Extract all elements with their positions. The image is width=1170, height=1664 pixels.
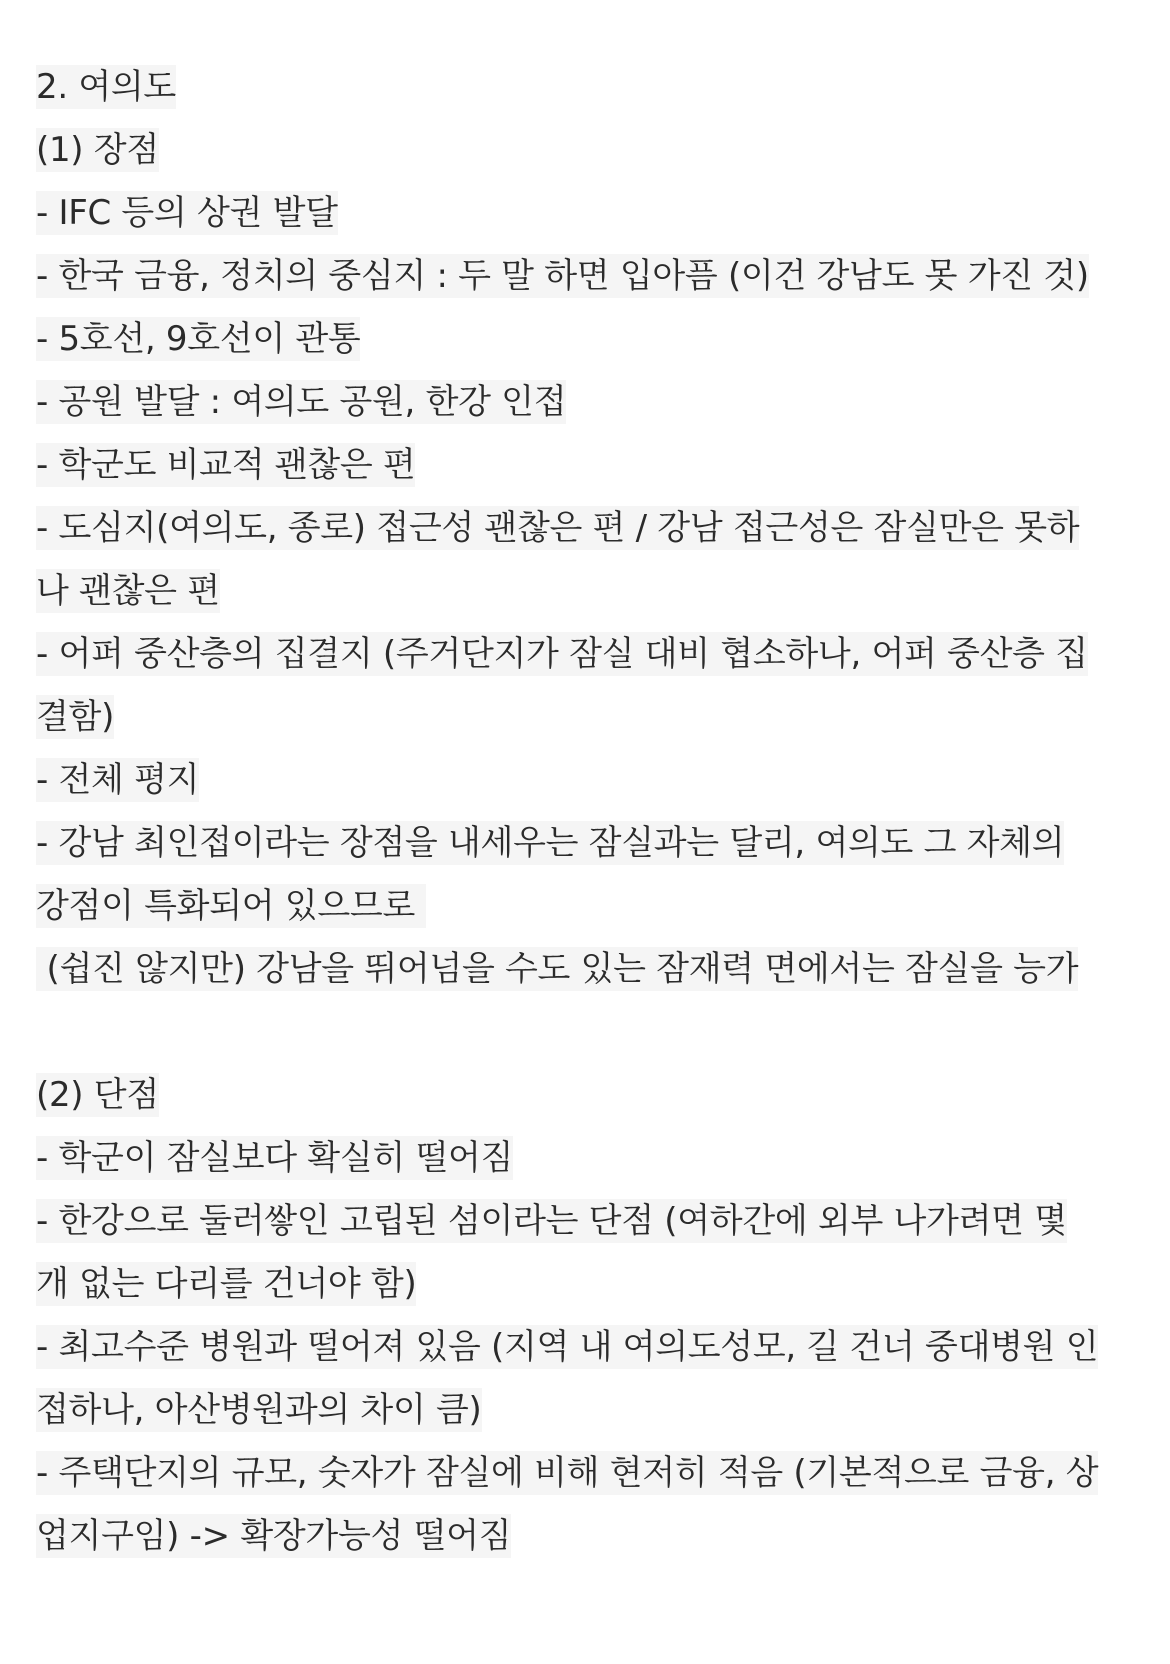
pros-line-text: - 학군도 비교적 괜찮은 편	[36, 445, 416, 485]
pros-line-text: 결함)	[36, 697, 115, 737]
cons-line	[36, 1320, 1136, 1383]
cons-line-text: - 주택단지의 규모, 숫자가 잠실에 비해 현저히 적음 (기본적으로 금융, 상	[36, 1453, 1099, 1493]
cons-line	[36, 1131, 1136, 1194]
cons-line	[36, 1383, 1136, 1446]
pros-line-text: - 공원 발달 : 여의도 공원, 한강 인접	[36, 382, 567, 422]
pros-line	[36, 438, 1136, 501]
pros-line	[36, 690, 1136, 753]
cons-line-text: - 한강으로 둘러쌓인 고립된 섬이라는 단점 (여하간에 외부 나가려면 몇	[36, 1201, 1067, 1241]
pros-line-text: - 강남 최인접이라는 장점을 내세우는 잠실과는 달리, 여의도 그 자체의	[36, 823, 1065, 863]
pros-heading: (1) 장점	[36, 130, 159, 170]
pros-line	[36, 249, 1136, 312]
pros-heading-line	[36, 123, 1136, 186]
cons-line-text: 접하나, 아산병원과의 차이 큼)	[36, 1390, 482, 1430]
pros-line-text: - 5호선, 9호선이 관통	[36, 319, 361, 359]
pros-line-text: - IFC 등의 상권 발달	[36, 193, 338, 233]
cons-line-text: - 학군이 잠실보다 확실히 떨어짐	[36, 1138, 514, 1178]
cons-line	[36, 1194, 1136, 1257]
pros-line-text: - 전체 평지	[36, 760, 200, 800]
pros-line-text: - 한국 금융, 정치의 중심지 : 두 말 하면 입아픔 (이건 강남도 못 가진 것)	[36, 256, 1089, 296]
pros-line-text: 나 괜찮은 편	[36, 571, 220, 611]
cons-line	[36, 1446, 1136, 1509]
pros-line	[36, 816, 1136, 879]
section-title: 2. 여의도	[36, 67, 176, 107]
pros-line	[36, 186, 1136, 249]
pros-line	[36, 879, 1136, 942]
pros-line	[36, 753, 1136, 816]
document-body	[36, 60, 1136, 1572]
section-spacer	[36, 1005, 1136, 1068]
cons-heading: (2) 단점	[36, 1075, 159, 1115]
pros-line	[36, 375, 1136, 438]
cons-line	[36, 1509, 1136, 1572]
cons-line-text: 개 없는 다리를 건너야 함)	[36, 1264, 417, 1304]
pros-line-text: (쉽진 않지만) 강남을 뛰어넘을 수도 있는 잠재력 면에서는 잠실을 능가	[36, 949, 1079, 989]
pros-line	[36, 942, 1136, 1005]
pros-line	[36, 501, 1136, 564]
pros-line	[36, 627, 1136, 690]
cons-line-text: - 최고수준 병원과 떨어져 있음 (지역 내 여의도성모, 길 건너 중대병원 인	[36, 1327, 1099, 1367]
cons-line-text: 업지구임) -> 확장가능성 떨어짐	[36, 1516, 512, 1556]
pros-line	[36, 312, 1136, 375]
pros-line-text: 강점이 특화되어 있으므로	[36, 886, 426, 926]
pros-line	[36, 564, 1136, 627]
section-title-line	[36, 60, 1136, 123]
cons-line	[36, 1257, 1136, 1320]
pros-line-text: - 도심지(여의도, 종로) 접근성 괜찮은 편 / 강남 접근성은 잠실만은 못하	[36, 508, 1080, 548]
cons-heading-line	[36, 1068, 1136, 1131]
pros-line-text: - 어퍼 중산층의 집결지 (주거단지가 잠실 대비 협소하나, 어퍼 중산층 집	[36, 634, 1088, 674]
